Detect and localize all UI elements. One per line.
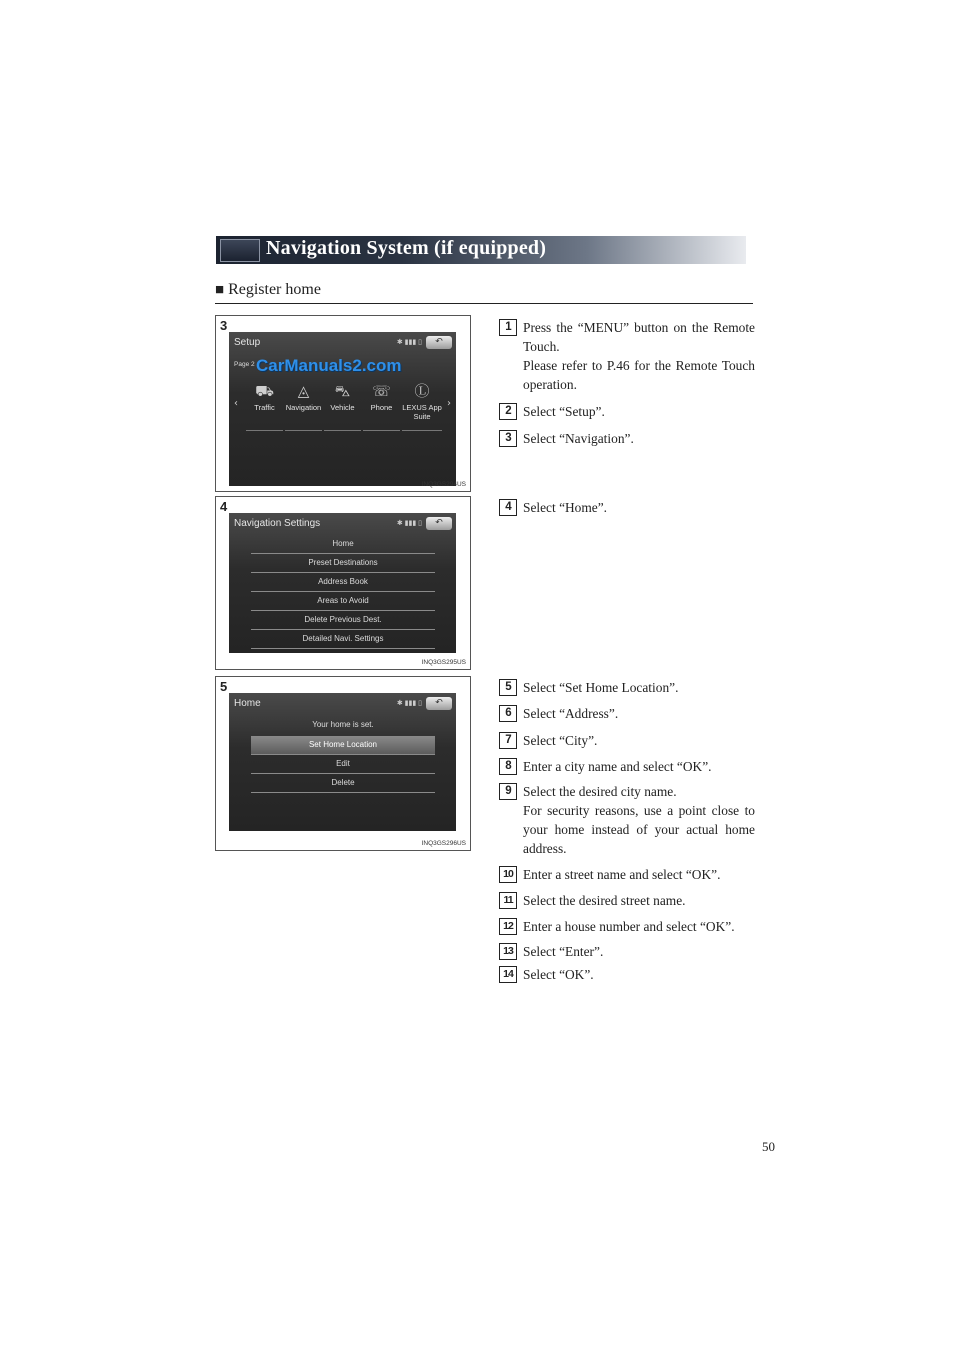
step-1	[499, 318, 755, 394]
back-icon[interactable]: ↶	[426, 697, 452, 710]
figure-navigation-settings	[215, 496, 471, 670]
step-number: 11	[499, 892, 517, 909]
step-3	[499, 429, 755, 448]
step-text: Select “Set Home Location”.	[523, 680, 679, 695]
status-icons: ✱ ▮▮▮ ▯	[396, 700, 422, 707]
tile-navigation[interactable]: ◬ Navigation	[285, 378, 322, 431]
setup-screen	[229, 332, 456, 486]
step-5	[499, 678, 755, 697]
banner-icon-box	[220, 239, 260, 262]
figure-number: 4	[220, 499, 228, 514]
step-number: 3	[499, 430, 517, 447]
page-label: Page 2	[234, 361, 255, 368]
traffic-icon: ⛟	[255, 383, 274, 400]
section-title: Register home	[228, 281, 321, 298]
step-text: Select the desired city name.	[523, 784, 677, 799]
status-icons: ✱ ▮▮▮ ▯	[396, 520, 422, 527]
car-icon: ⛍	[334, 383, 351, 400]
navigation-settings-screen	[229, 513, 456, 653]
compass-icon: ◬	[297, 383, 310, 400]
step-text: Select “OK”.	[523, 967, 594, 982]
menu-item-preset-destinations[interactable]: Preset Destinations	[251, 554, 435, 573]
step-note: For security reasons, use a point close to your home instead of your actual home address.	[523, 803, 755, 856]
step-text: Select “Navigation”.	[523, 431, 634, 446]
step-number: 1	[499, 319, 517, 336]
step-text: Press the “MENU” button on the Remote Touch.	[523, 320, 755, 354]
figure-caption: INQ3GS296US	[421, 840, 466, 847]
step-note: Please refer to P.46 for the Remote Touch operation.	[523, 358, 755, 392]
chapter-banner	[216, 236, 746, 264]
menu-item-address-book[interactable]: Address Book	[251, 573, 435, 592]
step-6	[499, 704, 755, 723]
section-heading	[215, 281, 753, 304]
menu-item-detailed-navi-settings[interactable]: Detailed Navi. Settings	[251, 630, 435, 649]
step-10	[499, 865, 755, 884]
page-number: 50	[762, 1139, 775, 1154]
figure-caption: INQ3GS294US	[421, 481, 466, 488]
back-icon[interactable]: ↶	[426, 517, 452, 530]
step-13	[499, 942, 755, 961]
step-number: 14	[499, 966, 517, 983]
back-icon[interactable]: ↶	[426, 336, 452, 349]
menu-item-delete-previous-dest[interactable]: Delete Previous Dest.	[251, 611, 435, 630]
step-text: Select “Setup”.	[523, 404, 605, 419]
step-text: Enter a house number and select “OK”.	[523, 919, 735, 934]
menu-item-set-home-location[interactable]: Set Home Location	[251, 736, 435, 755]
step-text: Enter a street name and select “OK”.	[523, 867, 721, 882]
menu-item-delete[interactable]: Delete	[251, 774, 435, 793]
step-number: 13	[499, 943, 517, 960]
status-icons: ✱ ▮▮▮ ▯	[396, 339, 422, 346]
step-11	[499, 891, 755, 910]
lexus-logo-icon: Ⓛ	[414, 383, 430, 400]
step-text: Select “City”.	[523, 733, 598, 748]
step-number: 10	[499, 866, 517, 883]
step-number: 12	[499, 918, 517, 935]
section-bullet: ■	[215, 282, 225, 298]
menu-item-home[interactable]: Home	[251, 535, 435, 554]
step-number: 6	[499, 705, 517, 722]
step-4	[499, 498, 755, 517]
tile-vehicle[interactable]: ⛍ Vehicle	[324, 378, 361, 431]
figure-caption: INQ3GS295US	[421, 659, 466, 666]
step-8	[499, 757, 755, 776]
tile-traffic[interactable]: ⛟ Traffic	[246, 378, 283, 431]
step-number: 7	[499, 732, 517, 749]
home-status-message: Your home is set.	[312, 720, 374, 729]
screen-title: Home	[234, 698, 261, 709]
tile-phone[interactable]: ☏ Phone	[363, 378, 400, 431]
menu-item-areas-to-avoid[interactable]: Areas to Avoid	[251, 592, 435, 611]
chapter-title: Navigation System (if equipped)	[266, 237, 547, 259]
chevron-left-icon[interactable]: ‹	[234, 398, 238, 409]
chevron-right-icon[interactable]: ›	[447, 398, 451, 409]
screen-title: Navigation Settings	[234, 518, 321, 529]
step-text: Select “Enter”.	[523, 944, 604, 959]
step-number: 9	[499, 783, 517, 800]
step-text: Select the desired street name.	[523, 893, 686, 908]
phone-icon: ☏	[372, 383, 391, 400]
screen-title: Setup	[234, 337, 261, 348]
step-text: Select “Address”.	[523, 706, 619, 721]
watermark: CarManuals2.com	[256, 356, 402, 375]
step-12	[499, 917, 755, 936]
step-number: 8	[499, 758, 517, 775]
step-text: Select “Home”.	[523, 500, 608, 515]
figure-home	[215, 676, 471, 851]
step-7	[499, 731, 755, 750]
step-text: Enter a city name and select “OK”.	[523, 759, 712, 774]
step-number: 2	[499, 403, 517, 420]
menu-item-edit[interactable]: Edit	[251, 755, 435, 774]
step-14	[499, 965, 755, 984]
figure-number: 5	[220, 679, 228, 694]
step-number: 5	[499, 679, 517, 696]
step-2	[499, 402, 755, 421]
figure-number: 3	[220, 318, 228, 333]
step-number: 4	[499, 499, 517, 516]
home-screen	[229, 693, 456, 831]
step-9	[499, 782, 755, 858]
tile-lexus-app-suite[interactable]: Ⓛ LEXUS App Suite	[402, 378, 442, 431]
figure-setup	[215, 315, 471, 492]
